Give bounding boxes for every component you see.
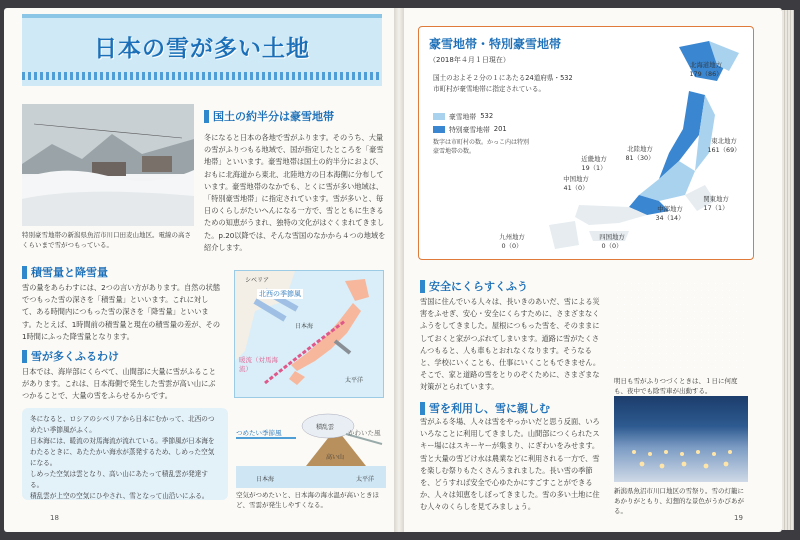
page-number-left: 18 bbox=[50, 514, 59, 522]
lantern-lights-image bbox=[614, 396, 748, 482]
title-stripes bbox=[22, 72, 382, 80]
region-value: 81（30） bbox=[625, 154, 655, 162]
region-name: 四国地方 bbox=[599, 233, 625, 241]
region-name: 中国地方 bbox=[563, 175, 589, 183]
region-kyushu bbox=[487, 233, 537, 251]
region-tohoku bbox=[699, 137, 749, 155]
region-shikoku bbox=[587, 233, 637, 251]
section1-body: 冬になると日本の各地で雪がふります。そのうち、大量の雪がふりつもる地域で、国が指定したところを「豪雪地帯」といいます。豪雪地帯は国土の約半分におよび、おもに北海道から東北、北陸地方の日本海側に分布しています。豪雪地帯のなかでも、とくに雪が多い地域は、「特別豪雪地帯」に指定されています。雪が多いと、毎日のくらしがたいへんになる一方で、雪とともに生きるための知恵がうまれ、独特の文化がはぐくまれてきました。p.20以降では、そんな雪国のなかから４つの地域を紹介します。 bbox=[204, 133, 386, 252]
right-page bbox=[404, 8, 782, 532]
legend bbox=[433, 111, 533, 156]
note-item: 積乱雲が上空の空気にひやされ、雪となって山沿いにふる。 bbox=[30, 492, 209, 500]
region-value: 161（69） bbox=[707, 146, 741, 154]
region-chubu bbox=[645, 205, 695, 223]
section4-heading bbox=[420, 278, 610, 294]
diagram-label-sea-japan: 日本海 bbox=[256, 476, 275, 483]
legend-label: 豪雪地帯 bbox=[449, 113, 477, 121]
page-title: 日本の雪が多い土地 bbox=[94, 36, 310, 62]
diagram-label-mountain: 高い山 bbox=[326, 454, 345, 461]
legend-value: 201 bbox=[493, 125, 507, 133]
section5-heading-text: 雪を利用し、雪に親しむ bbox=[429, 402, 550, 415]
title-banner bbox=[22, 14, 382, 86]
region-name: 北海道地方 bbox=[690, 61, 722, 69]
region-name: 関東地方 bbox=[703, 195, 729, 203]
snow-photo bbox=[22, 104, 194, 226]
region-value: 179（86） bbox=[689, 70, 723, 78]
page-number-right: 19 bbox=[734, 514, 743, 522]
region-chugoku bbox=[551, 175, 601, 193]
monsoon-map bbox=[234, 270, 384, 398]
section4-body: 雪国に住んでいる人々は、長いきのあいだ、雪による災害をふせぎ、安心・安全にくらすために、さまざまなくふうをしてきました。屋根につもった雪を、そのままにしておくと家がつぶれてしまいます。道路に雪がたくさんつもると、人も車もとおれなくなります。そうなると、学校にいくことも、仕事にいくこともできません。そこで、家と道路の雪をとりのぞくために、さまざまな対策がとられています。 bbox=[420, 297, 601, 392]
region-value: 0（0） bbox=[601, 242, 623, 250]
page-edges bbox=[782, 10, 794, 530]
section3-heading bbox=[22, 348, 212, 364]
frame-title: 豪雪地帯・特別豪雪地帯 bbox=[429, 37, 562, 51]
region-name: 東北地方 bbox=[711, 137, 737, 145]
map-label-monsoon: 北西の季節風 bbox=[259, 290, 301, 298]
snow-festival-photo bbox=[614, 396, 748, 482]
festival-caption: 新潟県魚沼市川口地区の雪祭り。雪の灯籠にあかりがともり、幻想的な景色がうかびあがる。 bbox=[614, 487, 744, 515]
heading-marker bbox=[420, 280, 425, 293]
heading-marker bbox=[22, 266, 27, 279]
region-name: 北陸地方 bbox=[627, 145, 653, 153]
region-name: 九州地方 bbox=[499, 233, 525, 241]
region-value: 17（1） bbox=[703, 204, 729, 212]
section4-heading-text: 安全にくらすくふう bbox=[429, 280, 528, 293]
region-kinki bbox=[569, 155, 619, 173]
region-hokkaido bbox=[681, 61, 731, 79]
note-item: 冬になると、ロシアのシベリアから日本にむかって、北西のつめたい季節風がふく。 bbox=[30, 415, 215, 434]
region-hokuriku bbox=[615, 145, 665, 163]
legend-label: 特別豪雪地帯 bbox=[449, 126, 490, 134]
diagram-label-dry-wind: かわいた風 bbox=[348, 429, 381, 437]
heading-marker bbox=[22, 350, 27, 363]
section3-heading-text: 雪が多くふるわけ bbox=[31, 350, 119, 363]
region-name: 中部地方 bbox=[657, 205, 683, 213]
map-label-pacific: 太平洋 bbox=[345, 377, 364, 384]
diagram-label-cold-wind: つめたい季節風 bbox=[236, 429, 282, 437]
book-gutter bbox=[394, 8, 404, 532]
frame-date: （2018年４月１日現在） bbox=[429, 56, 510, 64]
region-value: 19（1） bbox=[581, 164, 607, 172]
snowplow-caption: 明日も雪がふりつづくときは、１日に何度も、夜中でも除雪車が出動する。 bbox=[614, 377, 738, 395]
legend-swatch bbox=[433, 126, 445, 133]
diagram-caption: 空気がつめたいと、日本海の海水温が高いときほど、雪雲が発生しやすくなる。 bbox=[236, 491, 379, 509]
photo-caption: 特別豪雪地帯の新潟県魚沼市川口田麦山地区。電線の高さくらいまで雪がつもっている。 bbox=[22, 231, 191, 249]
section2-body: 雪の量をあらわすには、2つの言い方があります。自然の状態でつもった雪の深さを「積雪量」といいます。これに対して、ある時間内につもった雪の深さを「降雪量」といいます。たとえば、1時間前の積雪量と現在の積雪量の差が、その1時間にふった降雪量となります。 bbox=[22, 283, 221, 341]
explanation-notes bbox=[22, 408, 228, 500]
region-name: 近畿地方 bbox=[581, 155, 607, 163]
legend-note: 数字は市町村の数。かっこ内は特別豪雪地帯の数。 bbox=[433, 139, 530, 155]
section2-heading bbox=[22, 264, 212, 280]
region-value: 34（14） bbox=[655, 214, 685, 222]
map-label-warm-current: 暖流（対馬海流） bbox=[239, 356, 278, 373]
section5-heading bbox=[420, 400, 610, 416]
note-item: しめった空気は雲となり、高い山にあたって積乱雲が発達する。 bbox=[30, 470, 208, 489]
region-value: 0（0） bbox=[501, 242, 523, 250]
note-item: 日本海には、暖流の対馬海流が流れている。季節風が日本海をわたるときに、あたたかい海水が蒸発するため、しめった空気になる。 bbox=[30, 437, 215, 467]
section1-heading bbox=[204, 108, 384, 124]
section2-heading-text: 積雪量と降雪量 bbox=[31, 266, 108, 279]
map-label-sea-japan: 日本海 bbox=[295, 323, 314, 330]
snow-region-frame bbox=[418, 26, 754, 260]
section5-body: 雪がふる冬場、人々は雪をやっかいだと思う反面、いろいろなことに利用してきました。山間部につくられたスキー場にはスキーヤーが集まり、にぎわいをみせます。雪と大量の雪どけ水は農業などに利用される一方で、雪を楽しむ祭りもたくさんうまれました。長い雪の季節を、どうすれば安全で心ゆたかにすごすことができるか、人々は知恵をしぼってきました。雪の多い土地に住む人々のくらしを見てみましょう。 bbox=[420, 417, 600, 512]
heading-marker bbox=[204, 110, 209, 123]
snowfall-diagram bbox=[236, 408, 386, 488]
diagram-label-cumulonimbus: 積乱雲 bbox=[316, 424, 335, 431]
section1-heading-text: 国土の約半分は豪雪地帯 bbox=[213, 110, 334, 123]
frame-description: 国土のおよそ２分の１にあたる24道府県・532市町村が豪雪地帯に指定されている。 bbox=[433, 74, 573, 93]
legend-item bbox=[433, 111, 533, 121]
diagram-label-pacific: 太平洋 bbox=[356, 476, 375, 483]
legend-value: 532 bbox=[480, 112, 494, 120]
region-value: 41（0） bbox=[563, 184, 589, 192]
legend-swatch bbox=[433, 113, 445, 120]
map-label-siberia: シベリア bbox=[245, 277, 270, 284]
snowplow-photo bbox=[614, 280, 748, 372]
heading-marker bbox=[420, 402, 425, 415]
section3-body: 日本では、海岸部にくらべて、山間部に大量に雪がふることがあります。これは、日本海側で発生した雪雲が高い山にぶつかることで、大量の雪をふらせるからです。 bbox=[22, 367, 216, 401]
legend-item bbox=[433, 124, 533, 134]
snow-village-image bbox=[22, 104, 194, 226]
region-kanto bbox=[691, 195, 741, 213]
left-page bbox=[4, 8, 394, 532]
